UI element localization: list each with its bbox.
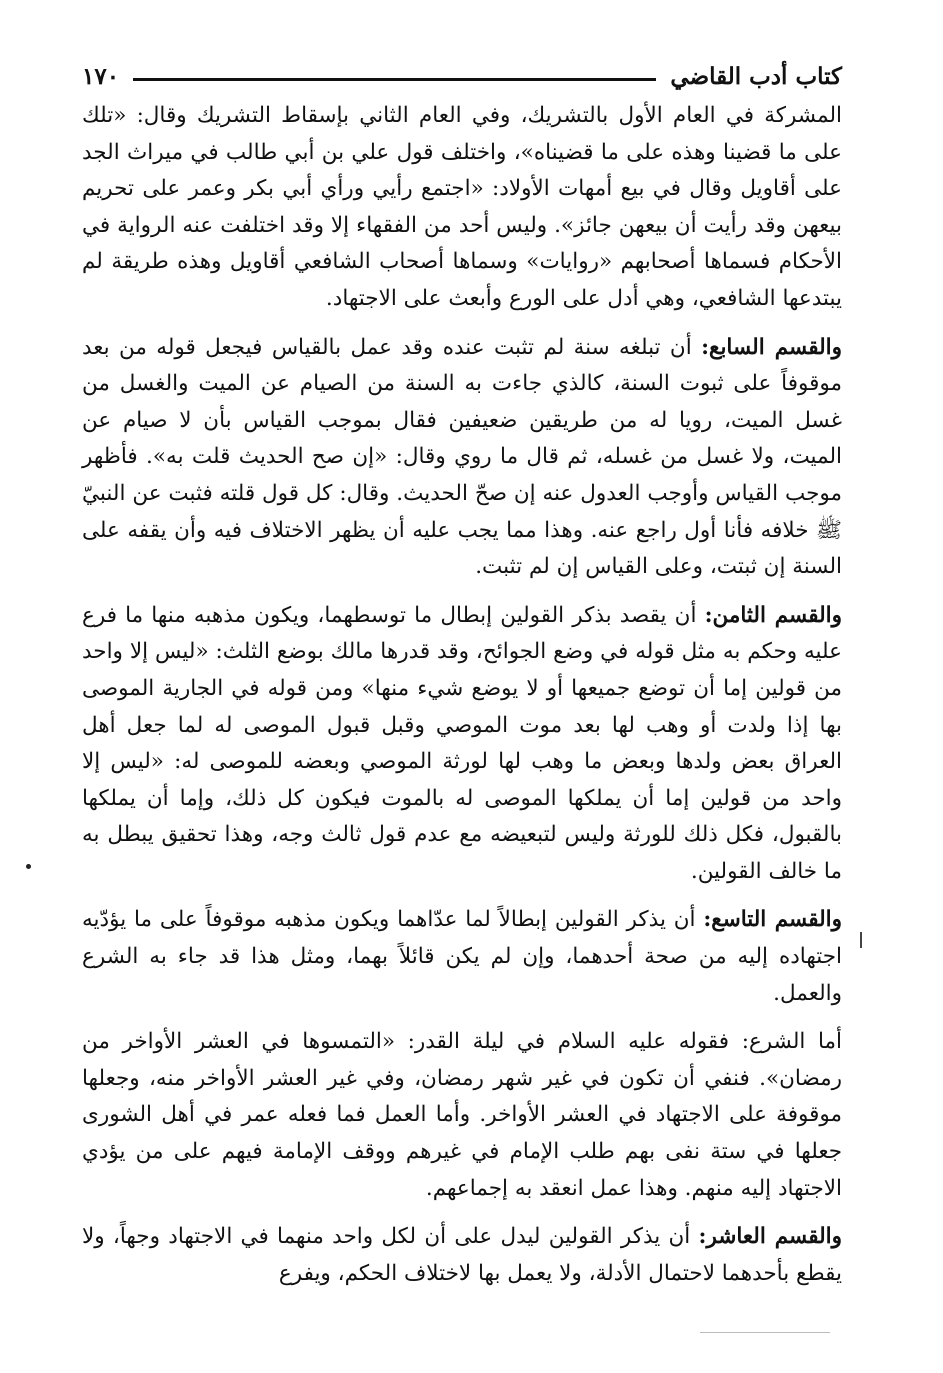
- page-header: [82, 58, 842, 94]
- paragraph-section-9: [82, 902, 842, 1012]
- paragraph-text: أن يذكر القولين إبطالاً لما عدّاهما ويكون مذهبه موقوفاً على ما يؤدّيه اجتهاده إليه من صحة أحدهما، وإن لم يكن قائلاً بهما، ومثل هذا قد جاء به الشرع والعمل.: [82, 907, 842, 1006]
- footer-smudge-mark: [700, 1332, 830, 1333]
- book-page: [82, 58, 842, 1348]
- paragraph-section-7: [82, 330, 842, 586]
- paragraph-section-10: [82, 1219, 842, 1292]
- page-body: [82, 98, 842, 1292]
- paragraph-text: أما الشرع: فقوله عليه السلام في ليلة القدر: «التمسوها في العشر الأواخر من رمضان». فنفي أن تكون في غير شهر رمضان، وفي غير العشر الأواخر منه، وجعلها موقوفة على الاجتهاد في العشر الأواخر. وأما العمل فما فعله عمر في أهل الشورى جعلها في ستة نفى بهم طلب الإمام في غيرهم ووقف الإمامة فيهم على من يؤدي الاجتهاد إليه منهم. وهذا عمل انعقد به إجماعهم.: [82, 1029, 842, 1201]
- paragraph-section-8: [82, 598, 842, 891]
- paragraph-label: والقسم الثامن:: [704, 602, 842, 628]
- header-rule: [133, 78, 656, 81]
- margin-tick-mark: [860, 932, 862, 948]
- paragraph-label: والقسم العاشر:: [698, 1224, 842, 1250]
- paragraph-text: أن يذكر القولين ليدل على أن لكل واحد منهما في الاجتهاد وجهاً، ولا يقطع بأحدهما لاحتمال الأدلة، ولا يعمل بها لاختلاف الحكم، ويفرع: [82, 1224, 842, 1286]
- paragraph-text: أن يقصد بذكر القولين إبطال ما توسطهما، ويكون مذهبه منها ما فرع عليه وحكم به مثل قوله في وضع الجوائح، وقد قدرها مالك بوضع الثلث: «ليس إلا واحد من قولين إما أن توضع جميعها أو لا يوضع شيء منها» ومن قوله في الجارية الموصى بها إذا ولدت أو وهب لها بعد موت الموصي وقبل قبول الموصى له لما جعل أهل العراق بعض ولدها وبعض ما وهب لها لورثة الموصي وبعضه للموصى له: «ليس إلا واحد من قولين إما أن يملكها الموصى له بالموت فيكون كل ذلك، وإما أن يملكها بالقبول، فكل ذلك للورثة وليس لتبعيضه مع عدم قول ثالث وجه، وهذا تحقيق يبطل به ما خالف القولين.: [82, 602, 842, 884]
- paragraph-text: أن تبلغه سنة لم تثبت عنده وقد عمل بالقياس فيجعل قوله من بعد موقوفاً على ثبوت السنة، كالذي جاءت به السنة من الصيام عن الميت والغسل من غسل الميت، رويا له من طريقين ضعيفين فقال بموجب القياس بأن لا صيام عن الميت، ولا غسل من غسله، ثم قال ما روي وقال: «إن صح الحديث قلت به». فأظهر موجب القياس وأوجب العدول عنه إن صحّ الحديث. وقال: كل قول قلته فثبت عن النبيّ ﷺ خلافه فأنا أول راجع عنه. وهذا مما يجب عليه أن يظهر الاختلاف فيه وأن يقفه على السنة إن ثبتت، وعلى القياس إن لم تثبت.: [82, 334, 842, 580]
- page-number: ١٧٠: [82, 62, 120, 90]
- paragraph-label: والقسم التاسع:: [703, 907, 842, 933]
- paragraph-shar: [82, 1024, 842, 1207]
- book-title: كتاب أدب القاضي: [670, 62, 842, 90]
- paragraph-label: والقسم السابع:: [701, 334, 842, 360]
- margin-dot-mark: [26, 864, 31, 869]
- paragraph-1: [82, 98, 842, 318]
- paragraph-text: المشركة في العام الأول بالتشريك، وفي العام الثاني بإسقاط التشريك وقال: «تلك على ما قضينا وهذه على ما قضيناه»، واختلف قول علي بن أبي طالب في ميراث الجد على أقاويل وقال في بيع أمهات الأولاد: «اجتمع رأيي ورأي أبي بكر وعمر على تحريم بيعهن وقد رأيت أن بيعهن جائز». وليس أحد من الفقهاء إلا وقد اختلفت عنه الرواية في الأحكام فسماها أصحابهم «روايات» وسماها أصحاب الشافعي أقاويل وهذه طريقة لم يبتدعها الشافعي، وهي أدل على الورع وأبعث على الاجتهاد.: [82, 103, 842, 311]
